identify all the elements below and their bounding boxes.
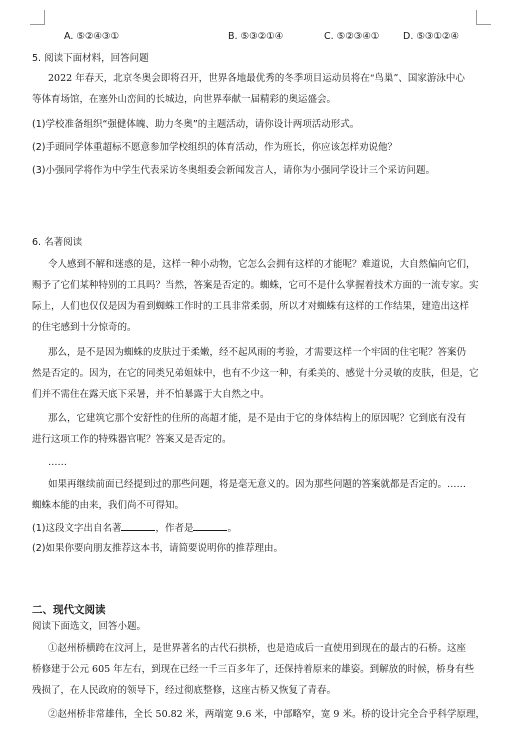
passage-para-1-line-1: ①赵州桥横跨在汶河上，是世界著名的古代石拱桥，也是造成后一直使用到现在的最古的石桥。这座: [48, 643, 467, 654]
q5-heading: 5. 阅读下面材料，回答问题: [32, 53, 149, 64]
section-2-title: 二、现代文阅读: [32, 604, 106, 616]
passage-para-2-line-1: ②赵州桥非常雄伟，全长 50.82 米，两端宽 9.6 米，中部略窄，宽 9 米。桥的设计完全合乎科学原理，: [48, 709, 485, 720]
option-b: B. ⑤③②①④: [228, 31, 284, 42]
q6-text-line-11: 蜘蛛本能的由来，我们尚不可得知。: [32, 500, 185, 511]
q6-text-line-4: 的住宅感到十分惊奇的。: [32, 322, 137, 333]
q6-text-line-8: 那么，它建筑它那个安舒性的住所的高超才能，是不是由于它的身体结构上的原因呢？它到底有没有: [48, 413, 467, 424]
answer-options: [32, 30, 489, 44]
q6-text-line-3: 际上，人们也仅仅是因为看到蜘蛛工作时的工具非常柔弱，所以才对蜘蛛有这样的工作结果，建造出这样: [32, 301, 470, 312]
option-c: C. ⑤②③④①: [324, 31, 380, 42]
q6-heading: 6. 名著阅读: [32, 237, 83, 248]
q6-sub1-suffix: 。: [227, 523, 237, 534]
q5-item-2: (2)手頭同学体重超标不愿意参加学校组织的体育活动，作为班长，你应该怎样劝说他？: [32, 142, 397, 153]
q5-item-1: (1)学校准备组织“强健体魄、助力冬奥”的主题活动，请你设计两项活动形式。: [32, 119, 360, 130]
passage-para-1-line-2: 桥修建于公元 605 年左右，到现在已经一千三百多年了，还保持着原来的雄姿。到解放的时候，桥身有些: [32, 664, 475, 675]
book-title-blank[interactable]: [121, 520, 155, 531]
q6-sub1-prefix: (1)这段文字出自名著: [32, 523, 122, 534]
crop-mark-top-right: [476, 10, 491, 25]
q6-text-line-6: 然是否定的。因为，在它的同类兄弟姐妹中，也有不少这一种，有柔美的、感觉十分灵敏的皮肤，但是，它: [32, 368, 479, 379]
q5-material-line-1: 2022 年春天，北京冬奥会即将召开，世界各地最优秀的冬季项目运动员将在“鸟巢”、国家游泳中心: [48, 73, 465, 84]
option-a: A. ⑤②④③①: [64, 31, 119, 42]
author-blank[interactable]: [193, 520, 227, 531]
q6-text-line-10: 如果再继续前面已经提到过的那些问题，将是毫无意义的。因为那些问题的答案就都是否定的。……: [48, 479, 467, 490]
q6-ellipsis: ……: [48, 457, 67, 468]
q6-text-line-5: 那么，是不是因为蜘蛛的皮肤过于柔嫩，经不起风雨的考验，才需要这样一个牢固的住宅呢？答案仍: [48, 347, 467, 358]
q6-text-line-2: 赐予了它们某种特别的工具吗？当然，答案是否定的。蜘蛛，它可不是什么掌握着技术方面的一流专家。实: [32, 280, 479, 291]
option-d: D. ⑤③①②④: [403, 31, 459, 42]
q6-text-line-9: 进行这项工作的特殊器官呢？答案又是否定的。: [32, 434, 232, 445]
section-2-intro: 阅读下面选文，回答小题。: [32, 621, 147, 632]
passage-para-1-line-3: 残损了，在人民政府的领导下，经过彻底整修，这座古桥又恢复了青春。: [32, 685, 337, 696]
crop-mark-top-left: [30, 10, 45, 25]
q6-text-line-1: 令人感到不解和迷惑的是，这样一种小动物，它怎么会拥有这样的才能呢？难道说，大自然偏向它们，: [48, 259, 476, 270]
q6-sub-question-1: [32, 520, 489, 536]
q6-sub1-middle: ，作者是: [155, 523, 194, 534]
q5-item-3: (3)小强同学将作为中学生代表采访冬奥组委会新闻发言人，请你为小强同学设计三个采访问题。: [32, 165, 435, 176]
q5-material-line-2: 等体育场馆，在塞外山峦间的长城边，向世界奉献一届精彩的奥运盛会。: [32, 94, 337, 105]
q6-text-line-7: 们并不需住在露天底下采暑，并不怕暴露于大自然之中。: [32, 389, 270, 400]
q6-sub-question-2: (2)如果你要向朋友推荐这本书，请简要说明你的推荐理由。: [32, 543, 283, 554]
